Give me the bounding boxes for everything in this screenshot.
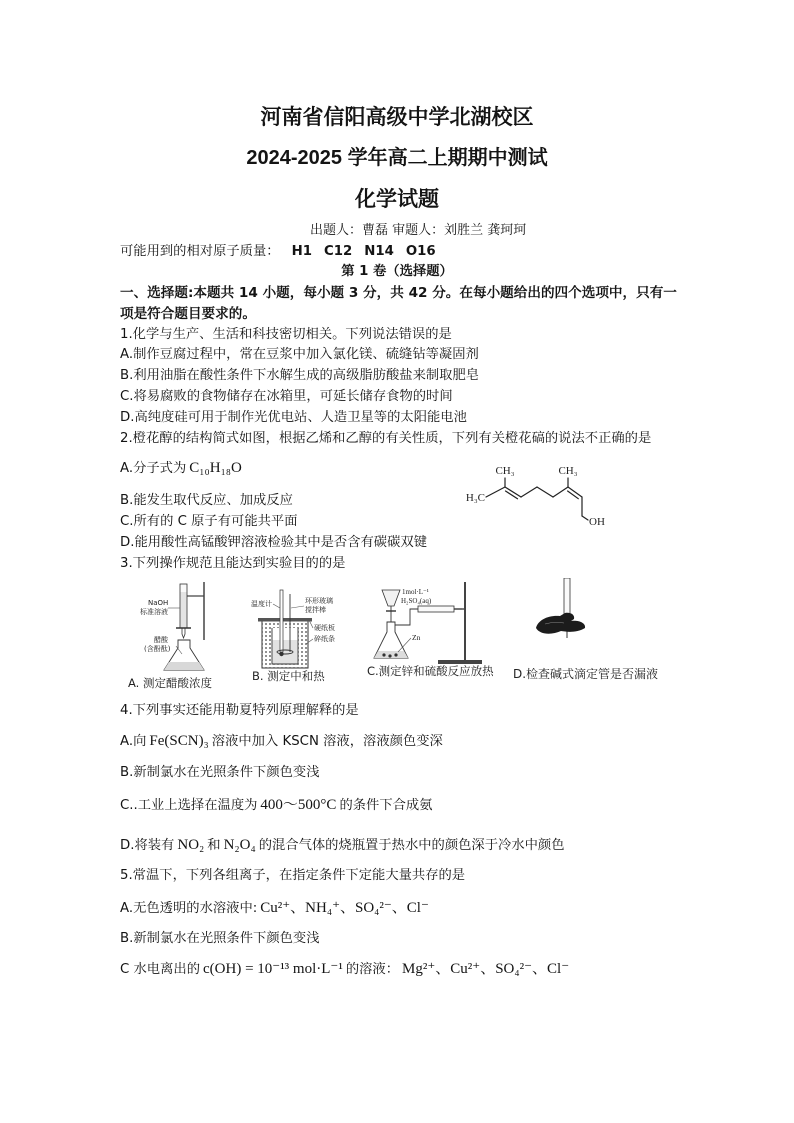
atomic-mass-c: C12 [323,244,353,259]
figure-a-caption: A. 测定醋酸浓度 [128,676,212,690]
q2-stem: 2.橙花醇的结构简式如图，根据乙烯和乙醇的有关性质，下列有关橙花碻的说法不正确的是 [120,431,652,446]
q4-option-c [120,796,433,815]
q1-option-d: D.高纯度硅可用于制作光优电站、人造卫星等的太阳能电池 [120,410,467,425]
bond [486,487,505,497]
q1-option-a: A.制作豆腐过程中，常在豆浆中加入氯化镁、硫缝钻等凝固剂 [120,347,479,362]
atomic-mass-label: 可能用到的相对原子质量： [120,244,280,259]
q2-option-a [120,459,245,478]
label-acetic-acid: 醋酸 [154,636,168,644]
label-cardboard: 硬纸板 [314,624,335,632]
q5-option-a-pre: A.无色透明的水溶液中: [120,901,258,916]
q1-option-c: C.将易腐败的食物储存在冰箱里，可延长储存食物的时间 [120,389,453,404]
q3-figures [120,578,680,698]
methyl-label-1: CH₃ [495,465,515,477]
label-phenolphthalein: (含酚酞) [144,645,171,653]
nerol-structure [455,458,615,533]
label-standard-solution: 标准溶液 [140,608,168,616]
q1-stem: 1.化学与生产、生活和科技密切相关。下列说法错误的是 [120,327,452,342]
figure-c [367,582,494,678]
hand [536,613,585,634]
bond [568,487,582,497]
temperature-range: 400～500°C [260,797,337,813]
section-instruction-2: 项是符合题目要求的。 [120,306,256,322]
double-bond-line [568,491,579,499]
q4-option-a [120,732,443,751]
school-title: 河南省信阳高级中学北湖校区 [260,106,534,129]
bond [537,487,553,497]
cardboard-cover [258,618,312,622]
bond [582,516,588,520]
flask-liquid [164,662,204,670]
q4-option-b: B.新制氯水在光照条件下颜色变浅 [120,765,320,780]
q2-option-b: B.能发生取代反应、加成反应 [120,493,293,508]
leader-line [291,606,304,608]
label-shredded-paper: 碎纸条 [314,635,335,643]
separatory-funnel [382,590,400,606]
ion-list-c: Mg²⁺、Cu²⁺、SO₄²⁻、Cl⁻ [402,961,570,977]
figure-b-caption: B. 测定中和热 [252,669,325,683]
label-thermometer: 温度计 [251,600,272,608]
atomic-mass-h: H1 [291,244,312,259]
q4-option-a-pre: A.向 [120,734,147,749]
zinc-granule [394,653,397,656]
section-instruction-1: 一、选择题:本题共 14 小题，每小题 3 分，共 42 分。在每小题给出的四个选项中，只有一 [120,285,677,301]
methyl-label-2: CH₃ [558,465,578,477]
no2-formula: NO₂ [177,837,205,853]
label-sulfuric-acid: H₂SO₄(aq) [401,597,432,605]
zinc-granule [382,653,385,656]
q4-stem: 4.下列事实还能用勒夏特列原理解释的是 [120,703,359,718]
atomic-mass-o: O16 [405,244,436,259]
inner-liquid [273,640,298,664]
q5-option-c-mid: 的溶液： [345,962,400,977]
exam-title: 2024-2025 学年高二上期期中测试 [246,147,548,169]
burette-liquid [181,592,187,628]
q4-option-d-post: 的混合气体的烧瓶置于热水中的颜色深于冷水中颜色 [258,838,565,853]
q4-option-c-post: 的条件下合成氨 [339,798,433,813]
figure-a [128,582,212,690]
label-naoh: NaOH [148,599,169,607]
gas-tube [395,609,418,625]
hydroxide-concentration: c(OH) = 10⁻¹³ mol·L⁻¹ [203,961,343,977]
q5-option-b: B.新制氯水在光照条件下颜色变浅 [120,931,320,946]
figure-d [513,578,658,681]
q4-option-a-post: 溶液中加入 KSCN 溶液，溶液颜色变深 [211,734,443,749]
label-concentration: 1mol·L⁻¹ [402,588,429,596]
thermometer [280,590,283,652]
bond [521,487,537,497]
burette-tip [182,628,185,638]
methyl-label-3: H₃C [465,492,485,504]
q5-option-a [120,899,432,918]
q5-option-c [120,960,572,979]
leader-line [273,604,280,608]
q2-option-d: D.能用酸性高锰酸钾溶液检验其中是否含有碳碳双键 [120,535,427,550]
bond [553,487,568,497]
label-ring-glass: 环形玻璃 [305,597,333,605]
hydroxyl-label: OH [589,516,605,528]
atomic-mass-line [120,243,436,261]
q2-option-a-text: A.分子式为 [120,461,187,476]
authors-line: 出题人：曹磊 审题人：刘胜兰 龚珂珂 [310,223,527,238]
q5-stem: 5.常温下，下列各组离子，在指定条件下定能大量共存的是 [120,868,466,883]
syringe [418,606,454,612]
double-bond-line [506,491,518,499]
q1-option-b: B.利用油脂在酸性条件下水解生成的高级脂肪酸盐来制取肥皂 [120,368,480,383]
q4-option-c-pre: C..工业上选择在温度为 [120,798,258,813]
base-burette [564,578,570,614]
q2-option-c: C.所有的 C 原子有可能共平面 [120,514,298,529]
n2o4-formula: N₂O₄ [223,837,256,853]
label-stirrer: 搅拌棒 [305,606,326,614]
ferric-thiocyanate-formula: Fe(SCN)₃ [149,733,209,749]
molecular-formula: C₁₀H₁₈O [189,460,242,476]
subject-title: 化学试题 [355,188,439,211]
q4-option-d-pre: D.将装有 [120,838,175,853]
figure-c-caption: C.测定锌和硫酸反应放热 [367,664,494,678]
label-zinc: Zn [412,633,421,642]
carbon-skeleton [486,478,588,520]
figure-b [251,590,335,683]
ion-list-a: Cu²⁺、NH₄⁺、SO₄²⁻、Cl⁻ [260,900,429,916]
q3-stem: 3.下列操作规范且能达到实验目的的是 [120,556,346,571]
atomic-mass-n: N14 [364,244,394,259]
q5-option-c-pre: C 水电离出的 [120,962,200,977]
volume-heading: 第 1 卷（选择题） [341,264,453,279]
zinc-granule [388,654,391,657]
q4-option-d-mid: 和 [207,838,221,853]
figure-d-caption: D.检查碱式滴定管是否漏液 [513,667,659,681]
q4-option-d [120,836,565,855]
